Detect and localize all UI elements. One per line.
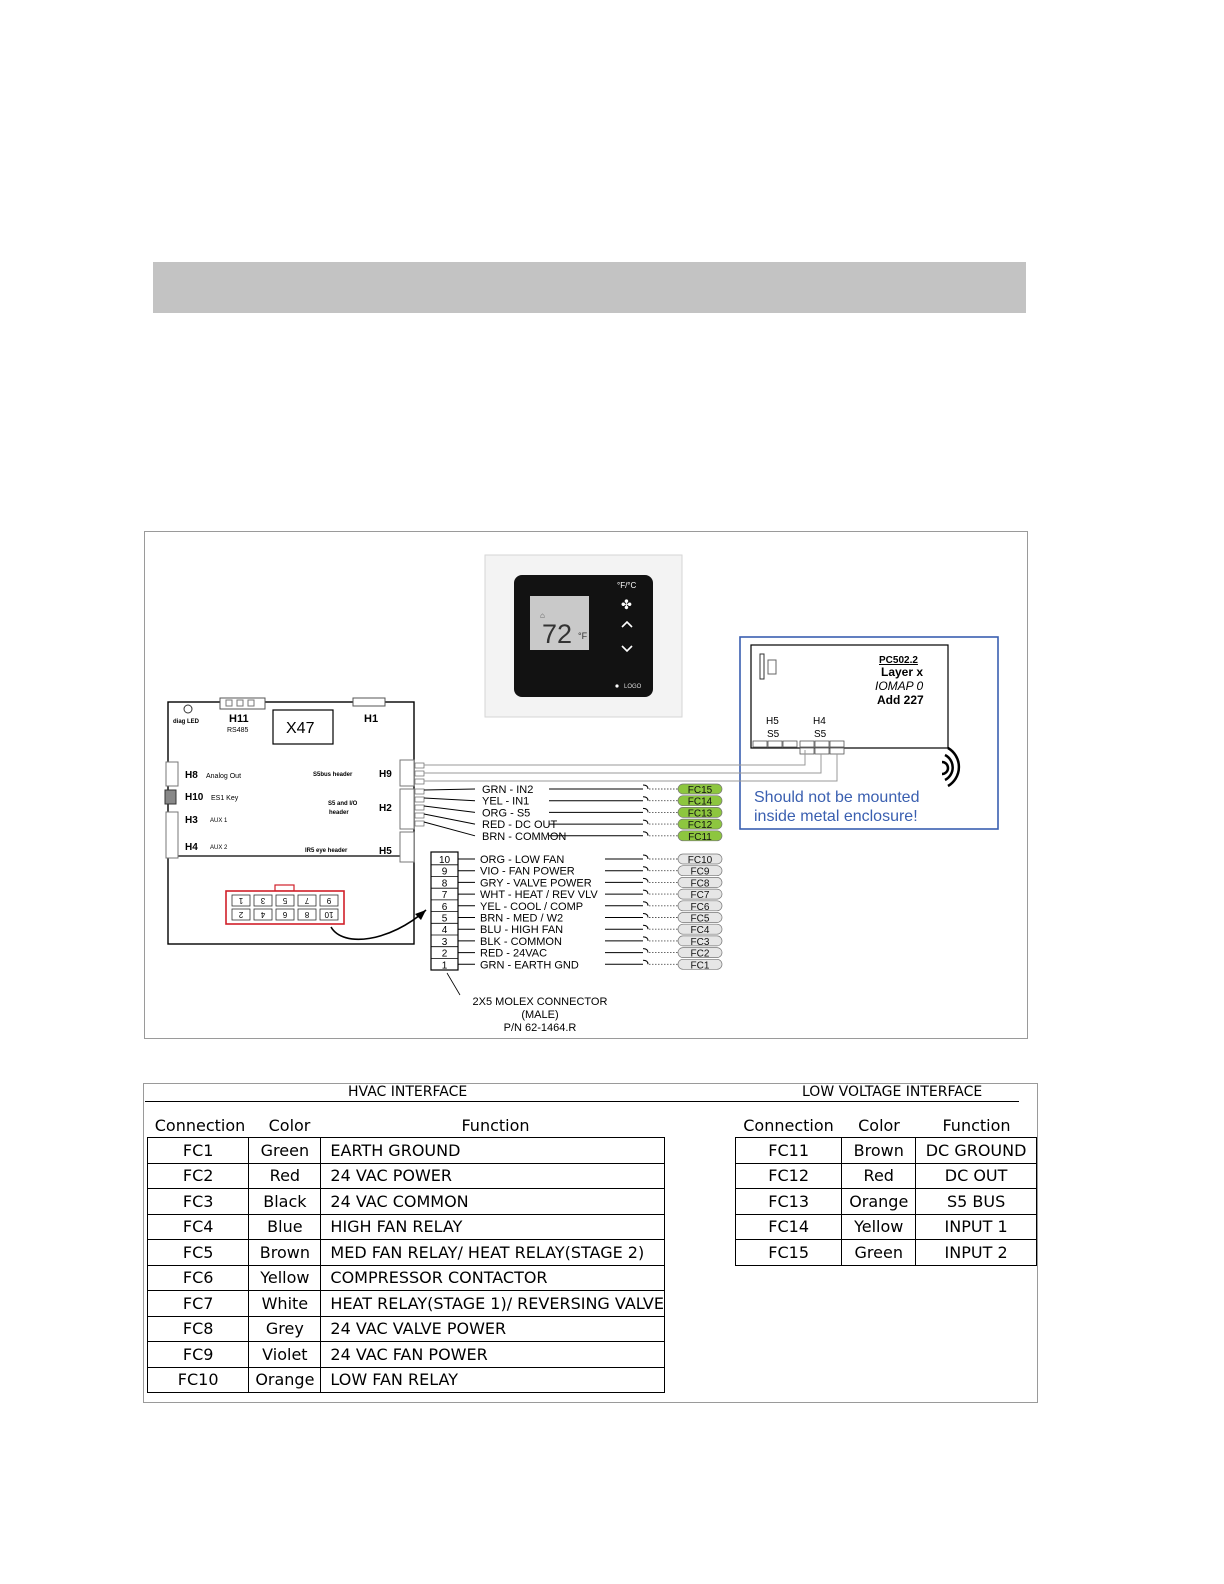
h5-sub: IR5 eye header — [305, 848, 348, 854]
hvac-cell-function: 24 VAC POWER — [321, 1163, 665, 1189]
pc502-module — [740, 637, 998, 829]
hvac-cell-function: 24 VAC VALVE POWER — [321, 1316, 665, 1342]
fc-terminal-label: FC12 — [687, 820, 713, 832]
h4-label: H4 — [185, 842, 198, 853]
hvac-row — [148, 1342, 665, 1368]
lv-cell-connection: FC12 — [736, 1163, 842, 1189]
lv-row — [736, 1163, 1037, 1189]
interface-tables — [143, 1083, 1038, 1403]
fc-terminal-label: FC7 — [690, 890, 710, 902]
pin-number: 3 — [441, 936, 448, 948]
pc502-iomap: IOMAP 0 — [875, 679, 924, 693]
hvac-cell-function: EARTH GROUND — [321, 1138, 665, 1164]
molex-board-pin-number: 8 — [304, 910, 310, 919]
wire-terminal — [643, 867, 648, 871]
hvac-cell-connection: FC2 — [148, 1163, 249, 1189]
wire-terminal — [643, 832, 648, 836]
wire-terminal — [643, 914, 648, 918]
lv-cell-color: Red — [842, 1163, 916, 1189]
pin-number: 5 — [441, 913, 448, 925]
pc502-h5-sub: S5 — [767, 729, 780, 740]
fc-terminal-label: FC2 — [690, 948, 710, 960]
hvac-cell-connection: FC8 — [148, 1316, 249, 1342]
hvac-header-color: Color — [268, 1116, 311, 1135]
wire-terminal — [643, 937, 648, 941]
molex-board-pin-number: 9 — [326, 896, 332, 905]
lv-cell-function: INPUT 2 — [916, 1240, 1037, 1266]
h10-label: H10 — [185, 792, 204, 803]
wire-lead — [424, 806, 475, 812]
wire-terminal — [643, 890, 648, 894]
lv-header-function: Function — [942, 1116, 1011, 1135]
wire-terminal — [643, 785, 648, 789]
h9-label: H9 — [379, 769, 392, 780]
molex-board-pin-number: 4 — [260, 910, 266, 919]
wire-label: RED - DC OUT — [482, 819, 558, 832]
hvac-cell-color: White — [249, 1291, 321, 1317]
hvac-cell-connection: FC9 — [148, 1342, 249, 1368]
wire-label: BRN - COMMON — [482, 830, 567, 843]
h11-label: H11 — [229, 713, 249, 725]
hvac-row — [148, 1316, 665, 1342]
h2-sub-2: header — [329, 810, 349, 816]
thermostat-mode-icon: ⌂ — [540, 611, 545, 620]
lv-cell-connection: FC14 — [736, 1214, 842, 1240]
fc-terminal-label: FC5 — [690, 913, 710, 925]
lv-cell-function: DC GROUND — [916, 1138, 1037, 1164]
low-voltage-wires — [424, 784, 722, 843]
hvac-cell-connection: FC5 — [148, 1240, 249, 1266]
lv-cell-function: INPUT 1 — [916, 1214, 1037, 1240]
wire-label: WHT - HEAT / REV VLV — [480, 889, 598, 902]
pin-number: 6 — [441, 901, 448, 913]
thermostat — [485, 555, 682, 717]
h8-label: H8 — [185, 770, 198, 781]
wire-label: RED - 24VAC — [480, 947, 548, 960]
fc-terminal-label: FC15 — [687, 785, 713, 796]
wire-label: BLU - HIGH FAN — [480, 924, 564, 937]
hvac-cell-color: Blue — [249, 1214, 321, 1240]
hvac-cell-connection: FC10 — [148, 1367, 249, 1393]
lv-table-title: LOW VOLTAGE INTERFACE — [802, 1084, 983, 1100]
thermostat-scale-button[interactable]: °F/°C — [617, 581, 637, 590]
h3-sub: AUX 1 — [210, 818, 228, 824]
wire-label: GRN - IN2 — [482, 784, 534, 796]
molex-board-pin-number: 5 — [282, 896, 288, 905]
fc-terminal-label: FC3 — [690, 936, 710, 948]
pc502-layer: Layer x — [881, 665, 924, 679]
hvac-row — [148, 1189, 665, 1215]
molex-board-pin-number: 7 — [304, 896, 310, 905]
lv-header-connection: Connection — [743, 1116, 834, 1135]
pin-number: 8 — [441, 878, 448, 890]
hvac-row — [148, 1265, 665, 1291]
lv-cell-function: DC OUT — [916, 1163, 1037, 1189]
lv-row — [736, 1189, 1037, 1215]
wiring-diagram-svg — [145, 532, 1029, 1040]
hvac-cell-color: Yellow — [249, 1265, 321, 1291]
pc502-address: Add 227 — [877, 693, 924, 707]
hvac-cell-function: HIGH FAN RELAY — [321, 1214, 665, 1240]
wire-lead — [424, 789, 475, 790]
lv-cell-color: Yellow — [842, 1214, 916, 1240]
wire-lead — [424, 822, 475, 836]
lv-cell-color: Brown — [842, 1138, 916, 1164]
lv-cell-function: S5 BUS — [916, 1189, 1037, 1215]
h3-label: H3 — [185, 815, 198, 826]
wire-label: VIO - FAN POWER — [480, 865, 575, 878]
hvac-cell-function: 24 VAC FAN POWER — [321, 1342, 665, 1368]
hvac-row — [148, 1214, 665, 1240]
wire-terminal — [643, 878, 648, 882]
hvac-cell-color: Red — [249, 1163, 321, 1189]
lv-cell-connection: FC15 — [736, 1240, 842, 1266]
fc-terminal-label: FC8 — [690, 878, 710, 890]
hvac-row — [148, 1138, 665, 1164]
hvac-cell-color: Green — [249, 1138, 321, 1164]
hvac-cell-color: Violet — [249, 1342, 321, 1368]
lv-cell-connection: FC11 — [736, 1138, 842, 1164]
wire-terminal — [643, 855, 648, 859]
connector-note-2: (MALE) — [521, 1009, 559, 1021]
thermostat-unit: °F — [578, 631, 588, 641]
wire-terminal — [643, 949, 648, 953]
pc502-h4-sub: S5 — [814, 729, 827, 740]
fc-terminal-label: FC14 — [687, 796, 713, 808]
hvac-cell-color: Grey — [249, 1316, 321, 1342]
fc-terminal-label: FC13 — [687, 808, 713, 820]
hvac-cell-connection: FC6 — [148, 1265, 249, 1291]
wire-terminal — [643, 797, 648, 801]
pin-number: 9 — [441, 866, 448, 878]
wire-terminal — [643, 960, 648, 964]
fc-terminal-label: FC10 — [687, 855, 713, 866]
hvac-header-function: Function — [461, 1116, 530, 1135]
molex-board-pin-number: 3 — [260, 896, 266, 905]
wiring-diagram — [144, 531, 1028, 1039]
wire-label: YEL - IN1 — [482, 795, 530, 808]
diag-led-label: diag LED — [173, 719, 200, 725]
lv-table — [735, 1137, 1037, 1266]
hvac-cell-connection: FC3 — [148, 1189, 249, 1215]
pin-number: 4 — [441, 925, 448, 937]
hvac-header-connection: Connection — [154, 1116, 246, 1135]
hvac-cell-function: COMPRESSOR CONTACTOR — [321, 1265, 665, 1291]
wire-label: ORG - S5 — [482, 807, 531, 820]
molex-board-pin-number: 2 — [238, 910, 244, 919]
pc502-title: PC502.2 — [879, 655, 918, 666]
lv-cell-color: Green — [842, 1240, 916, 1266]
h10-sub: ES1 Key — [211, 795, 239, 802]
h2-sub-1: S5 and I/O — [328, 801, 358, 807]
thermostat-temperature: 72 — [542, 619, 573, 649]
thermostat-brand: LOGO — [624, 684, 642, 690]
wire-terminal — [643, 808, 648, 812]
hvac-wires — [458, 854, 722, 971]
wire-label: ORG - LOW FAN — [480, 854, 565, 866]
hvac-cell-color: Brown — [249, 1240, 321, 1266]
wire-terminal — [643, 925, 648, 929]
lv-row — [736, 1214, 1037, 1240]
fc-terminal-label: FC11 — [688, 831, 712, 843]
hvac-table — [147, 1137, 665, 1393]
title-rule — [145, 1101, 1019, 1102]
fc-terminal-label: FC9 — [690, 866, 710, 878]
hvac-row — [148, 1240, 665, 1266]
hvac-cell-color: Black — [249, 1189, 321, 1215]
h1-label: H1 — [364, 713, 379, 725]
pc502-h5-label: H5 — [766, 716, 779, 727]
connector-note-3: P/N 62-1464.R — [503, 1022, 577, 1034]
lv-cell-color: Orange — [842, 1189, 916, 1215]
hvac-cell-function: 24 VAC COMMON — [321, 1189, 665, 1215]
pin-number: 2 — [441, 948, 448, 960]
fc-terminal-label: FC4 — [690, 925, 710, 937]
wire-label: GRY - VALVE POWER — [480, 877, 592, 890]
wire-lead — [424, 798, 475, 801]
pin-number: 1 — [441, 960, 448, 972]
molex-board-pin-number: 1 — [238, 896, 244, 905]
h5-label: H5 — [379, 846, 392, 857]
hvac-cell-connection: FC7 — [148, 1291, 249, 1317]
pin-number: 10 — [438, 855, 451, 866]
pc502-h4-label: H4 — [813, 716, 826, 727]
h8-sub: Analog Out — [206, 773, 242, 780]
hvac-row — [148, 1367, 665, 1393]
h2-label: H2 — [379, 803, 392, 814]
wire-label: GRN - EARTH GND — [480, 959, 579, 972]
board-model: X47 — [286, 720, 315, 737]
wire-terminal — [643, 820, 648, 824]
lv-row — [736, 1138, 1037, 1164]
fc-terminal-label: FC1 — [690, 960, 710, 972]
hvac-cell-function: HEAT RELAY(STAGE 1)/ REVERSING VALVE — [321, 1291, 665, 1317]
hvac-row — [148, 1163, 665, 1189]
warning-text-line1: Should not be mounted — [754, 789, 920, 806]
warning-text-line2: inside metal enclosure! — [754, 808, 918, 825]
fan-icon[interactable]: ✤ — [621, 597, 632, 612]
s5-bus-wires — [424, 750, 837, 781]
wire-label: YEL - COOL / COMP — [480, 900, 584, 913]
pin-number: 7 — [441, 890, 448, 902]
hvac-cell-color: Orange — [249, 1367, 321, 1393]
wire-label: BLK - COMMON — [480, 935, 562, 948]
molex-board-pin-number: 6 — [282, 910, 288, 919]
hvac-cell-function: MED FAN RELAY/ HEAT RELAY(STAGE 2) — [321, 1240, 665, 1266]
hvac-cell-connection: FC1 — [148, 1138, 249, 1164]
molex-board-pin-number: 10 — [324, 910, 334, 919]
wire-label: BRN - MED / W2 — [480, 912, 564, 925]
wire-terminal — [643, 902, 648, 906]
fc-terminal-label: FC6 — [690, 901, 710, 913]
hvac-cell-connection: FC4 — [148, 1214, 249, 1240]
hvac-cell-function: LOW FAN RELAY — [321, 1367, 665, 1393]
section-header-bar — [153, 262, 1026, 313]
lv-row — [736, 1240, 1037, 1266]
hvac-table-title: HVAC INTERFACE — [348, 1084, 468, 1100]
h11-sub: RS485 — [227, 727, 249, 734]
lv-cell-connection: FC13 — [736, 1189, 842, 1215]
hvac-row — [148, 1291, 665, 1317]
h4-sub: AUX 2 — [210, 845, 228, 851]
h9-sub: S5bus header — [313, 772, 353, 778]
connector-note-1: 2X5 MOLEX CONNECTOR — [472, 996, 608, 1008]
lv-header-color: Color — [858, 1116, 900, 1135]
power-icon[interactable] — [615, 684, 618, 687]
wire-lead — [424, 814, 475, 824]
